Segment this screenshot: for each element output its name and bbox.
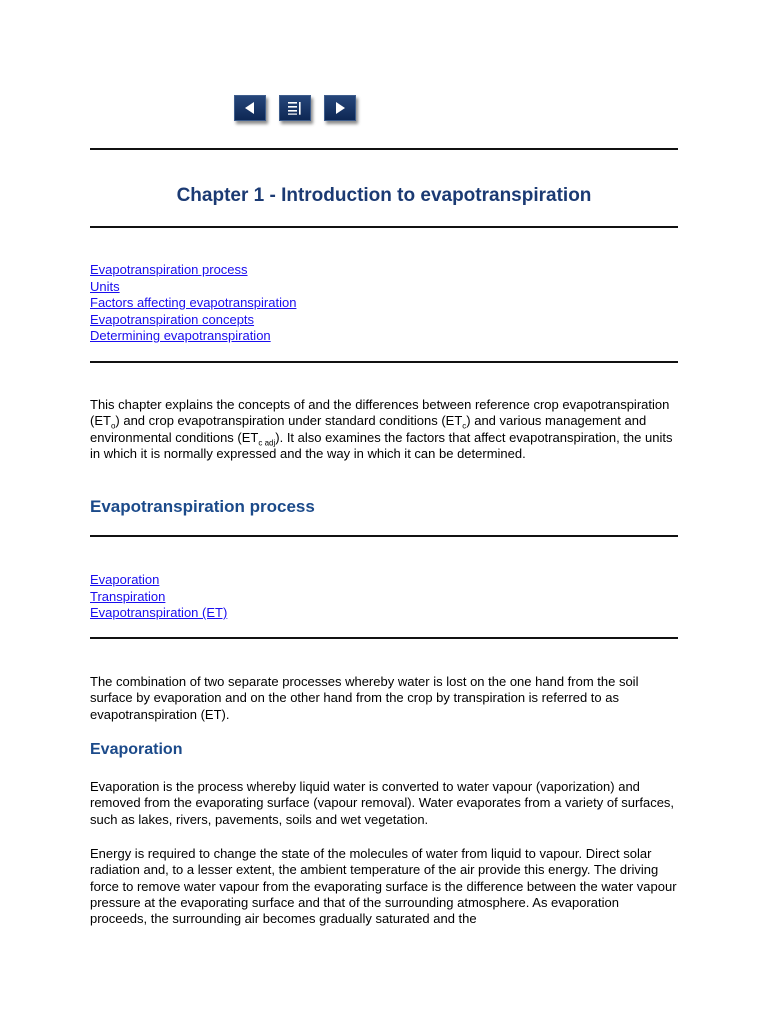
section-links: [90, 572, 227, 622]
chapter-title: Chapter 1 - Introduction to evapotranspiration: [176, 185, 592, 206]
chapter-contents-links: [90, 262, 296, 345]
evaporation-paragraph-2: Energy is required to change the state of the molecules of water from liquid to vapour. Direct solar radiation and, to a lesser extent, the ambient temperature of the air provide this energy. The driving force to remove water vapour from the evaporating surface is the difference between the water vapour pressure at the evaporating surface and that of the surrounding atmosphere. As evaporation proceeds, the surrounding air becomes gradually saturated and the: [90, 846, 677, 927]
link-transpiration[interactable]: Transpiration: [90, 588, 166, 604]
link-evapotranspiration-et[interactable]: Evapotranspiration (ET): [90, 605, 228, 620]
table-of-contents-button[interactable]: [279, 95, 311, 121]
section-heading-evapotranspiration-process: Evapotranspiration process: [90, 497, 315, 516]
link-determining-evapotranspiration[interactable]: Determining evapotranspiration: [90, 328, 271, 343]
link-evapotranspiration-concepts[interactable]: Evapotranspiration concepts: [90, 311, 255, 327]
divider: [90, 148, 678, 150]
divider: [90, 637, 678, 639]
table-of-contents-icon: [286, 100, 304, 116]
link-evaporation[interactable]: Evaporation: [90, 572, 160, 587]
link-evapotranspiration-process[interactable]: Evapotranspiration process: [90, 262, 248, 277]
arrow-right-icon: [332, 100, 348, 116]
evaporation-paragraph-1: Evaporation is the process whereby liquid water is converted to water vapour (vaporization) and removed from the evaporating surface (vapour removal). Water evaporates from a variety of surfaces, such as lakes, rivers, pavements, soils and wet vegetation.: [90, 779, 675, 827]
link-units[interactable]: Units: [90, 278, 120, 294]
next-page-button[interactable]: [324, 95, 356, 121]
subsection-heading-evaporation: Evaporation: [90, 741, 183, 758]
navigation-bar: [234, 95, 356, 123]
link-factors-affecting-evapotranspiration[interactable]: Factors affecting evapotranspiration: [90, 295, 297, 310]
previous-page-button[interactable]: [234, 95, 266, 121]
divider: [90, 361, 678, 363]
intro-paragraph: This chapter explains the concepts of and the differences between reference crop evapotranspiration $(ET_o)$ and crop evapotranspiration under standard conditions $(ET_c)$ and various management and environmental conditions $(ET_{c adj})$. It also examines the factors that affect evapotranspiration, the units in which it is normally expressed and the way in which it can be determined.: [90, 397, 673, 461]
divider: [90, 535, 678, 537]
divider: [90, 226, 678, 228]
arrow-left-icon: [242, 100, 258, 116]
evapotranspiration-paragraph: The combination of two separate processes whereby water is lost on the one hand from the soil surface by evaporation and on the other hand from the crop by transpiration is referred to as evapotranspiration (ET).: [90, 674, 639, 722]
